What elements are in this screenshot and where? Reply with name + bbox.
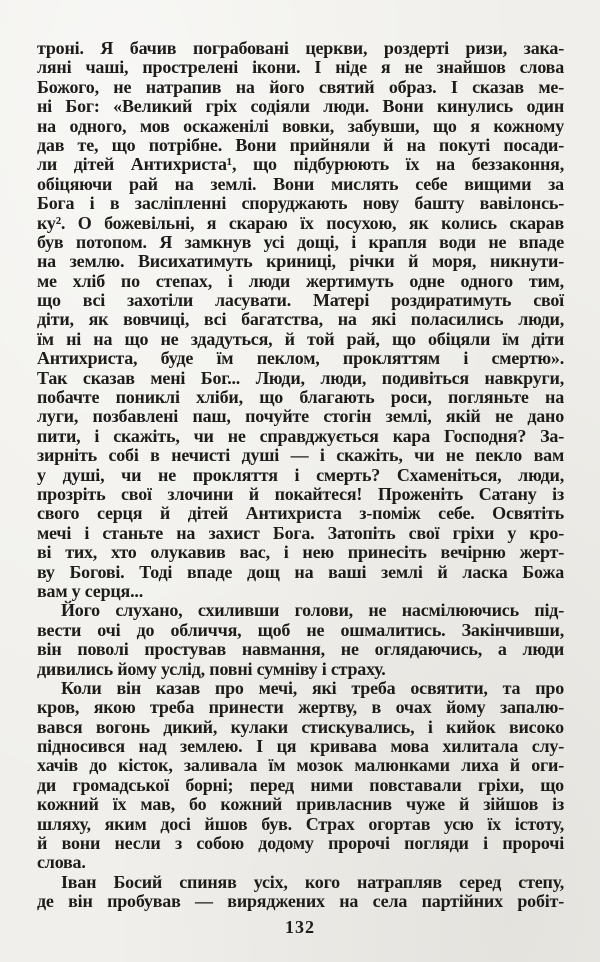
text-line: ляні чаші, прострелені ікони. І ніде я не знайшов слова: [37, 57, 564, 78]
text-line: він поволі простував навмання, не оглядаючись, а люди: [37, 639, 564, 660]
text-line: їм ні на що не здадуться, й той рай, що обіцяли їм діти: [37, 328, 564, 349]
text-line: й вони несли з собою додому пророчі погляди і пророчі: [37, 833, 564, 854]
text-line: свого серця й дітей Антихриста з-поміж себе. Освятіть: [37, 503, 564, 524]
text-line: кожний їх мав, бо кожний привласнив чуже й зійшов із: [37, 794, 564, 815]
text-line: Коли він казав про мечі, які треба освятити, та про: [61, 677, 564, 698]
text-line: Його слухано, схиливши голови, не насмілюючись під-: [61, 600, 564, 621]
text-line: вався вогонь дикий, кулаки стискувались, і кийок високо: [37, 716, 564, 737]
text-line: обіцяючи рай на землі. Вони мислять себе вищими за: [37, 173, 564, 194]
text-line: побачте пониклі хліби, що благають роси, погляньте на: [37, 387, 564, 408]
text-line: троні. Я бачив пограбовані церкви, роздерті ризи, зака-: [37, 38, 564, 58]
text-line: ме хліб по степах, і люди жертимуть одне одного тим,: [37, 270, 564, 291]
text-line: слова.: [37, 852, 86, 873]
text-line: кров, якою треба принести жертву, в очах йому запалю-: [37, 697, 564, 718]
text-line: діти, як вовчиці, всі багатства, на які поласились люди,: [37, 309, 564, 330]
text-line: зирніть собі в нечисті душі — і скажіть, чи не пекло вам: [37, 445, 564, 466]
text-line: ку². О божевільні, я скараю їх посухою, як колись скарав: [37, 212, 564, 233]
text-line: мечі і станьте на захист Бога. Затопіть свої гріхи у кро-: [37, 522, 564, 543]
text-line: пити, і скажіть, чи не справджується кара Господня? За-: [37, 425, 564, 446]
text-line: Божого, не натрапив на його святий образ. І сказав ме-: [37, 76, 564, 97]
page-number: 132: [285, 917, 315, 937]
text-line: Бога і в засліпленні споруджають нову башту вавілонсь-: [37, 193, 564, 214]
text-line: хачів до кісток, заливала їм мозок малюнками лиха й оги-: [37, 755, 564, 776]
text-line: Так сказав мені Бог... Люди, люди, подивіться навкруги,: [37, 367, 564, 388]
text-line: прозріть свої злочини й покайтеся! Проженіть Сатану із: [37, 483, 564, 504]
text-line: ди громадської борні; перед ними повставали гріхи, що: [37, 774, 564, 795]
text-line: на землю. Висихатимуть криниці, річки й моря, никнути-: [37, 251, 564, 272]
text-line: вести очі до обличчя, щоб не ошмалитись. Закінчивши,: [37, 619, 564, 640]
text-line: був потопом. Я замкнув усі дощі, і крапля води не впаде: [37, 231, 564, 252]
text-line: ві тих, хто олукавив вас, і нею принесіть вечірню жерт-: [37, 542, 564, 563]
text-line: де він пробував — виряджених на села партійних робіт-: [37, 891, 564, 912]
text-line: Антихриста, буде їм пеклом, прокляттям і смертю».: [37, 348, 564, 369]
text-line: підносився над землею. І ця кривава мова хилитала слу-: [37, 736, 564, 757]
text-line: що всі захотіли ласувати. Матері роздиратимуть свої: [37, 290, 564, 311]
text-line: шляху, яким досі йшов був. Страх огортав усю їх істоту,: [37, 813, 564, 834]
text-line: луги, позбавлені паш, почуйте стогін землі, якій не дано: [37, 406, 564, 427]
text-line: ні Бог: «Великий гріх содіяли люди. Вони кинулись один: [37, 96, 564, 117]
text-line: у душі, чи не прокляття і смерть? Схаменіться, люди,: [37, 464, 564, 485]
text-line: вам у серця...: [37, 580, 143, 601]
text-line: ву Богові. Тоді впаде дощ на ваші землі й ласка Божа: [37, 561, 564, 582]
text-column: [37, 39, 564, 912]
text-line: дивились йому услід, повні сумніву і страху.: [37, 658, 386, 679]
text-line: Іван Босий спиняв усіх, кого натрапляв серед степу,: [61, 871, 564, 892]
text-line: на одного, мов оскаженілі вовки, забувши, що я кожному: [37, 115, 564, 136]
text-line: ли дітей Антихриста¹, що підбурюють їх на беззаконня,: [37, 154, 564, 175]
text-line: дав те, що потрібне. Вони прийняли й на покуті посади-: [37, 134, 564, 155]
